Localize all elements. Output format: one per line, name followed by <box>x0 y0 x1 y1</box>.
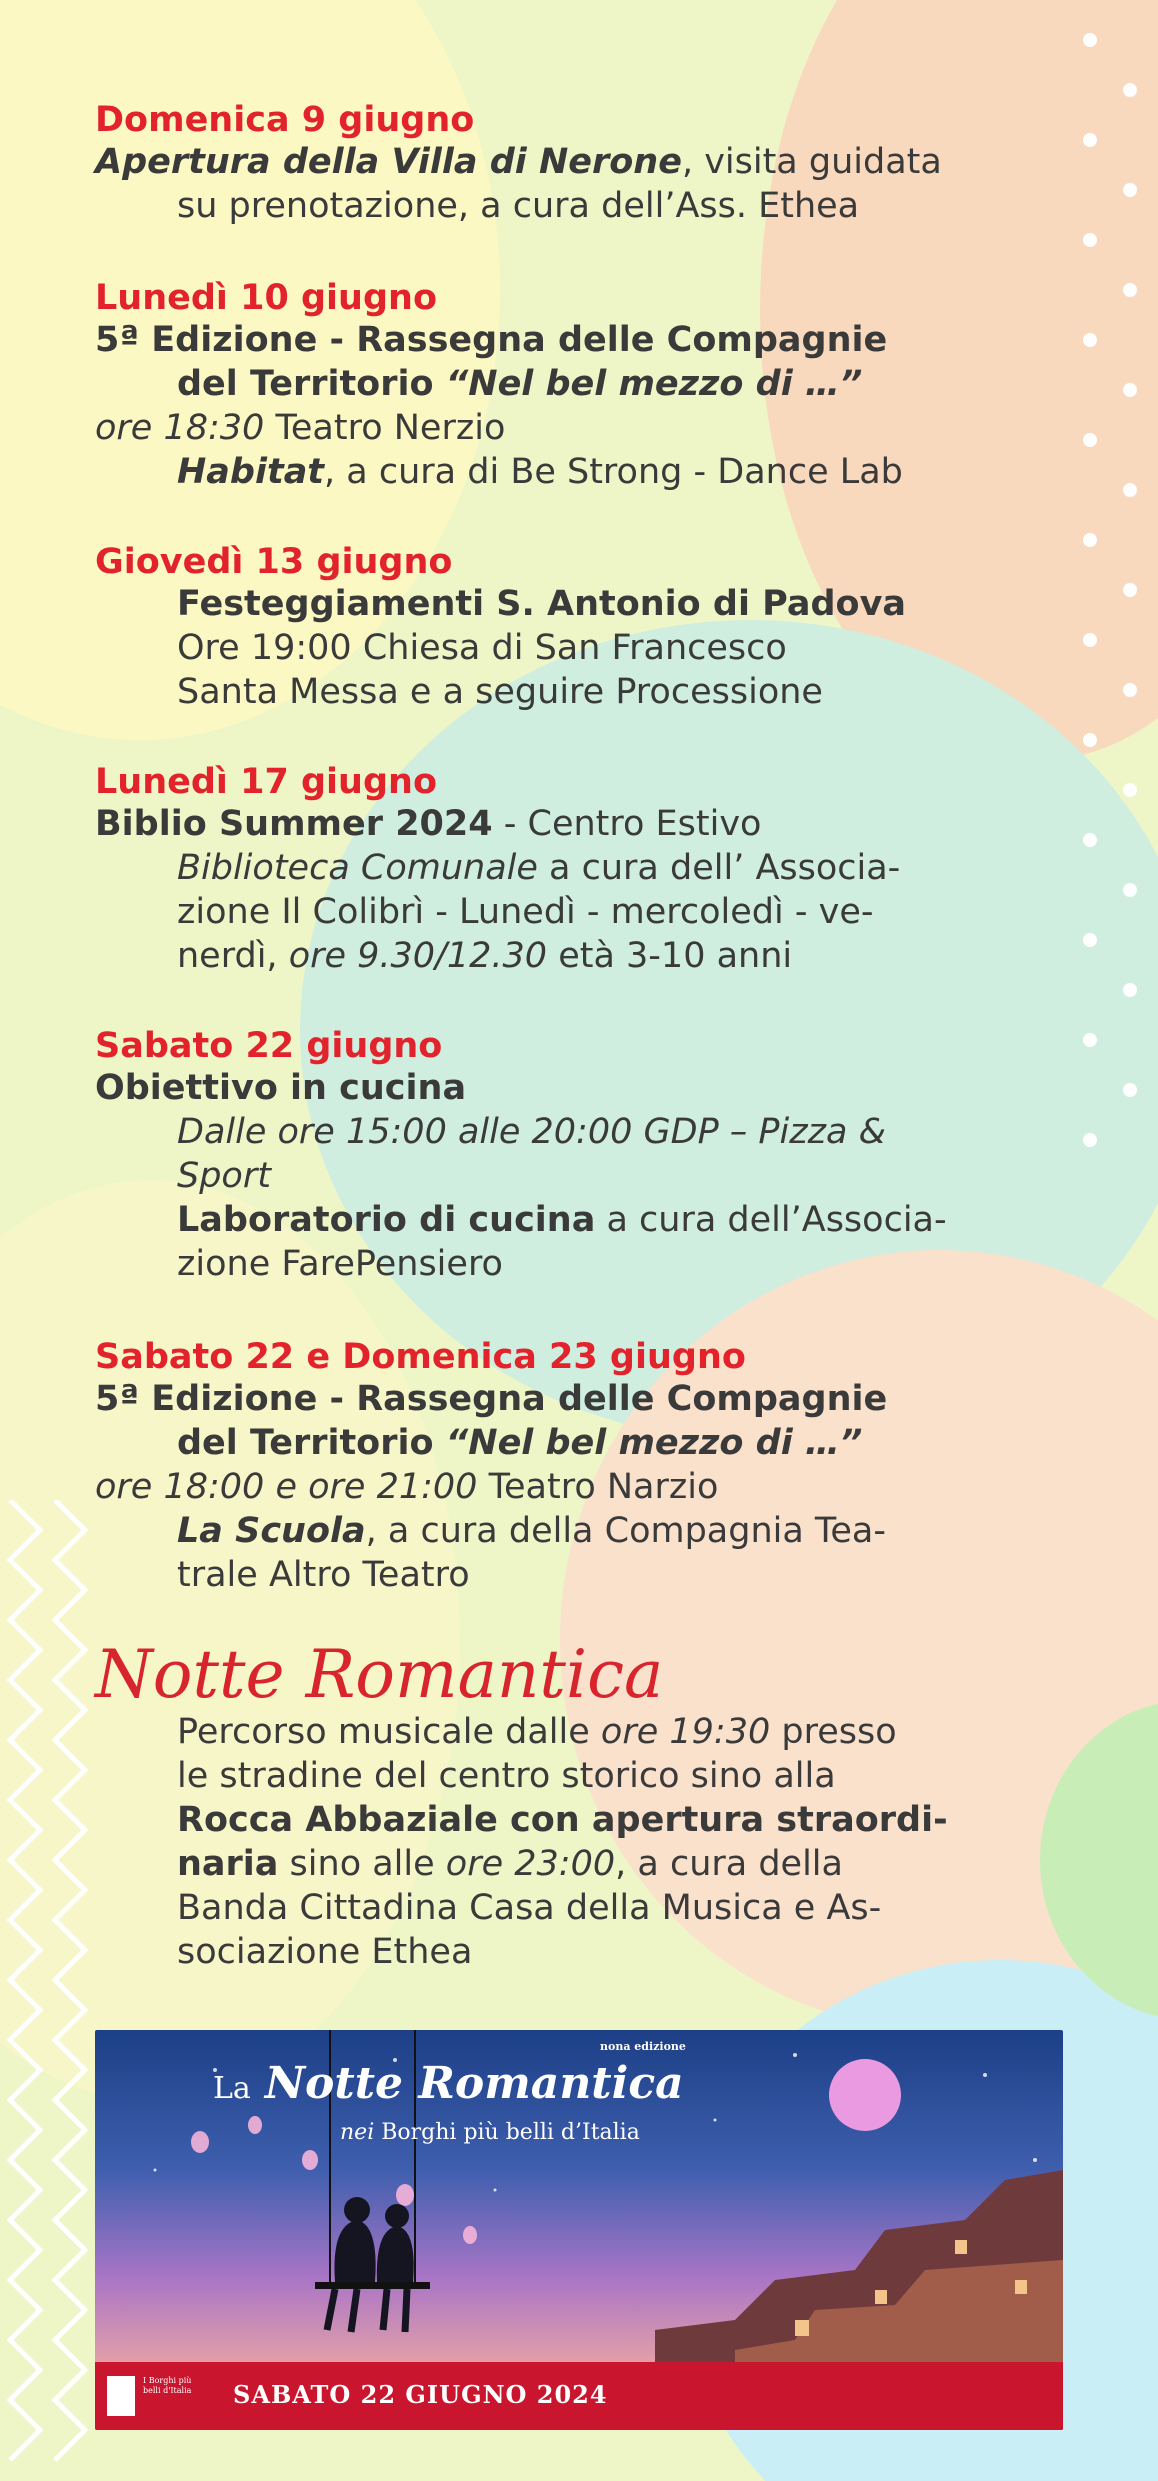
notte-text: Percorso musicale dalle <box>177 1712 601 1752</box>
notte-title: Notte Romantica <box>95 1636 664 1713</box>
event-line <box>95 362 1065 406</box>
event-line <box>95 406 1065 450</box>
event-title: Apertura della Villa di Nerone <box>95 142 682 182</box>
event-text: - Centro Estivo <box>492 804 762 844</box>
event-date: Sabato 22 e Domenica 23 giugno <box>95 1337 746 1377</box>
notte-text: naria <box>177 1844 279 1884</box>
event-line <box>95 140 1065 184</box>
moon-icon <box>829 2059 901 2131</box>
poster-date: SABATO 22 GIUGNO 2024 <box>233 2380 608 2409</box>
notte-line: Banda Cittadina Casa della Musica e As- <box>177 1888 882 1928</box>
event-text: , visita guidata <box>681 142 942 182</box>
event-line: trale Altro Teatro <box>177 1555 470 1595</box>
event-text: del Territorio <box>177 364 446 404</box>
poster-la: La <box>213 2071 251 2106</box>
event-title: 5ª Edizione - Rassegna delle Compagnie <box>95 320 888 360</box>
event-line <box>95 1198 1065 1242</box>
notte-romantica-poster <box>95 2030 1063 2430</box>
event-title: 5ª Edizione - Rassegna delle Compagnie <box>95 1379 888 1419</box>
event-date: Lunedì 10 giugno <box>95 278 437 318</box>
event-text: nerdì, <box>177 936 289 976</box>
event-title: La Scuola <box>177 1511 366 1551</box>
event-date: Sabato 22 giugno <box>95 1026 443 1066</box>
event-line: Sport <box>177 1156 271 1196</box>
event-line: Santa Messa e a seguire Processione <box>177 672 823 712</box>
borghi-logo-icon <box>107 2376 135 2416</box>
poster-nei: nei <box>340 2120 375 2145</box>
poster-title: Notte Romantica <box>264 2058 684 2109</box>
event-text: , a cura della Compagnia Tea- <box>365 1511 886 1551</box>
event-line <box>95 1465 1065 1509</box>
event-title: Laboratorio di cucina <box>177 1200 596 1240</box>
borghi-logo-text: I Borghi più belli d'Italia <box>143 2376 192 2395</box>
event-line: su prenotazione, a cura dell’Ass. Ethea <box>177 186 860 226</box>
event-line: Ore 19:00 Chiesa di San Francesco <box>177 628 787 668</box>
event-title: Festeggiamenti S. Antonio di Padova <box>177 584 907 624</box>
notte-text: sino alle <box>278 1844 446 1884</box>
event-line <box>95 846 1065 890</box>
poster-title-line <box>213 2058 684 2109</box>
poster-subtitle-line <box>340 2120 640 2145</box>
event-time: ore 18:00 e ore 21:00 <box>95 1467 478 1507</box>
event-title: “Nel bel mezzo di …” <box>445 364 863 404</box>
event-place: Biblioteca Comunale <box>177 848 538 888</box>
notte-line <box>95 1842 1065 1886</box>
notte-line <box>95 1710 1065 1754</box>
event-title: Biblio Summer 2024 <box>95 804 493 844</box>
event-line: zione FarePensiero <box>177 1244 503 1284</box>
event-place: Teatro Narzio <box>477 1467 719 1507</box>
event-date: Lunedì 17 giugno <box>95 762 437 802</box>
event-date: Giovedì 13 giugno <box>95 542 453 582</box>
notte-time: ore 23:00 <box>445 1844 616 1884</box>
event-giovedi-13 <box>95 542 1065 714</box>
notte-line: Rocca Abbaziale con apertura straordi- <box>177 1800 948 1840</box>
event-time: ore 9.30/12.30 <box>288 936 548 976</box>
event-sabato-22 <box>95 1026 1065 1286</box>
event-line <box>95 450 1065 494</box>
poster-edition: nona edizione <box>600 2040 686 2053</box>
notte-romantica-section <box>95 1636 1065 1974</box>
event-place: Teatro Nerzio <box>264 408 506 448</box>
event-line <box>95 934 1065 978</box>
notte-line: sociazione Ethea <box>177 1932 473 1972</box>
event-line: zione Il Colibrì - Lunedì - mercoledì - ve- <box>177 892 874 932</box>
event-sabato-domenica <box>95 1337 1065 1597</box>
event-domenica-9 <box>95 100 1065 228</box>
event-title: Habitat <box>177 452 325 492</box>
poster-date-band <box>95 2362 1063 2430</box>
event-text: età 3-10 anni <box>547 936 793 976</box>
notte-text: presso <box>770 1712 897 1752</box>
notte-time: ore 19:30 <box>600 1712 771 1752</box>
event-lunedi-17 <box>95 762 1065 978</box>
event-lunedi-10 <box>95 278 1065 494</box>
event-text: a cura dell’ Associa- <box>537 848 901 888</box>
poster-subtitle: Borghi più belli d’Italia <box>374 2120 640 2145</box>
event-text: , a cura di Be Strong - Dance Lab <box>324 452 903 492</box>
event-date: Domenica 9 giugno <box>95 100 475 140</box>
event-line <box>95 802 1065 846</box>
event-line <box>95 1509 1065 1553</box>
event-title: “Nel bel mezzo di …” <box>445 1423 863 1463</box>
event-time: ore 18:30 <box>95 408 265 448</box>
event-text: del Territorio <box>177 1423 446 1463</box>
event-title: Obiettivo in cucina <box>95 1068 467 1108</box>
event-text: a cura dell’Associa- <box>595 1200 947 1240</box>
notte-text: , a cura della <box>615 1844 843 1884</box>
event-line: Dalle ore 15:00 alle 20:00 GDP – Pizza & <box>177 1112 886 1152</box>
event-line <box>95 1421 1065 1465</box>
notte-line: le stradine del centro storico sino alla <box>177 1756 836 1796</box>
